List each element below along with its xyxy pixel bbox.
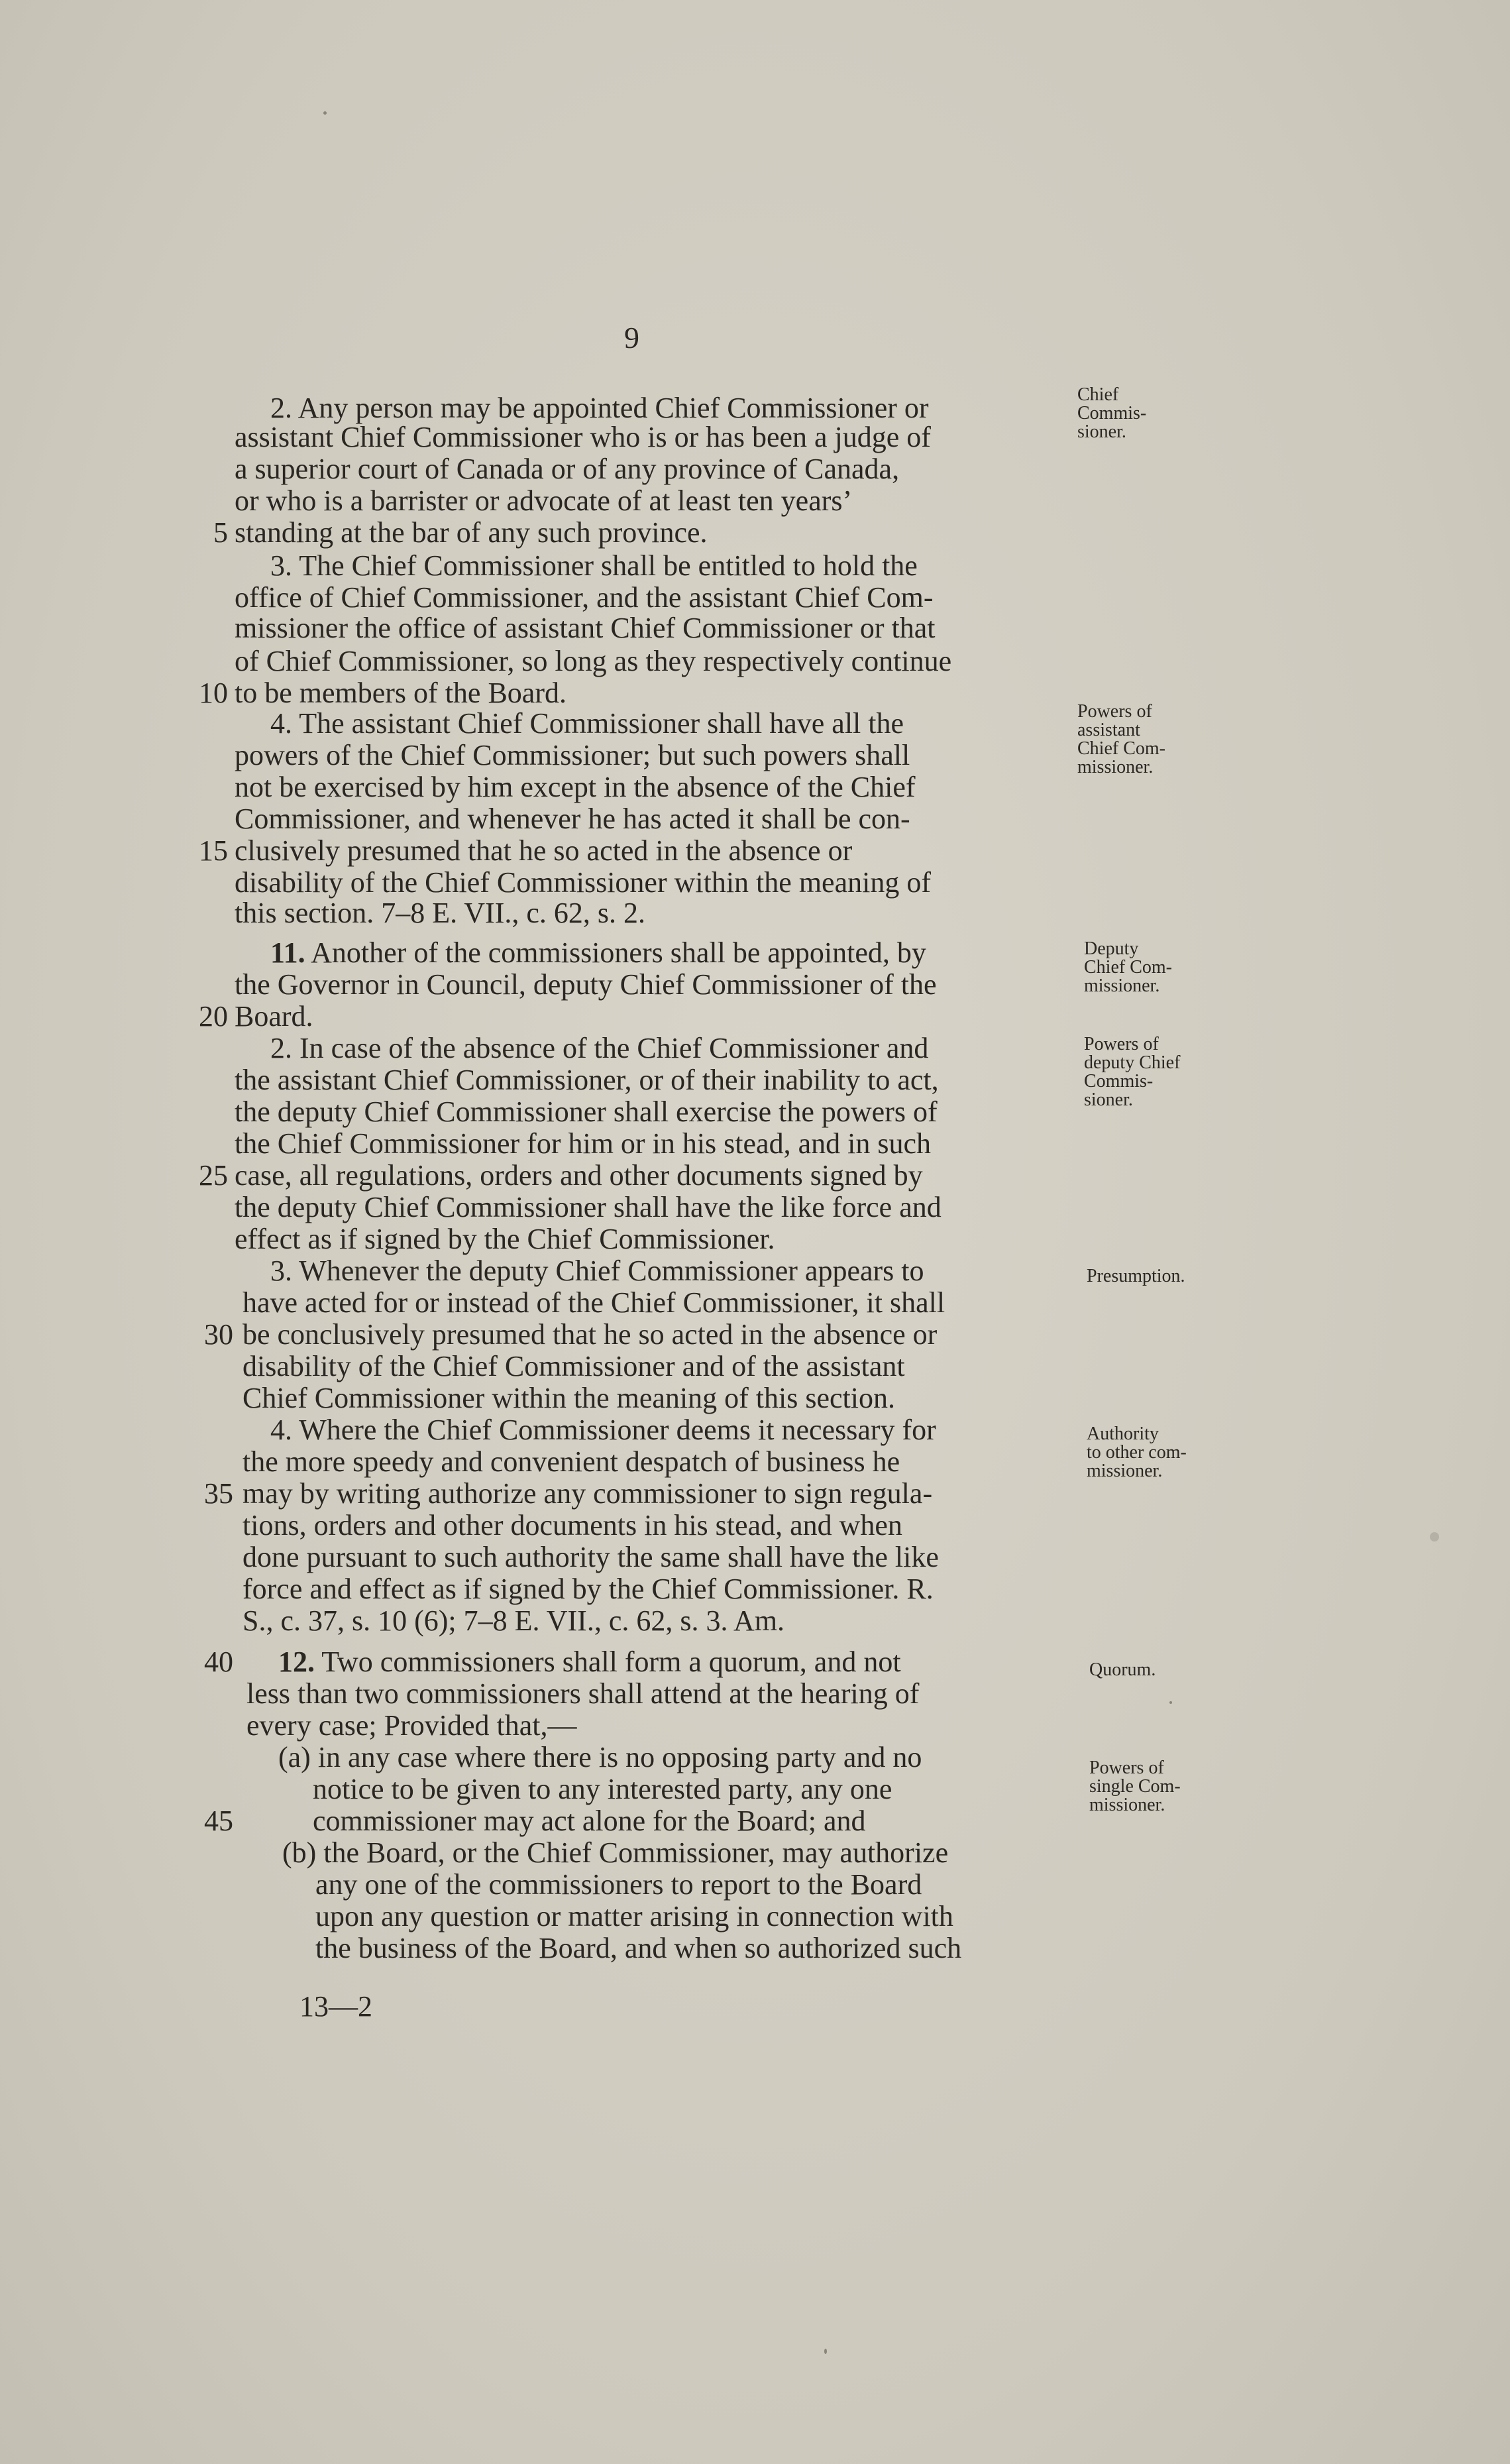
text-line: assistant Chief Commissioner who is or has been a judge of — [235, 421, 931, 453]
margin-note-line: missioner. — [1084, 976, 1160, 996]
text-line: may by writing authorize any commissioner to sign regula- — [243, 1477, 933, 1510]
text-line: disability of the Chief Commissioner and of the assistant — [243, 1350, 905, 1382]
text-line: every case; Provided that,— — [246, 1709, 577, 1742]
margin-note-line: Commis- — [1077, 403, 1147, 423]
text-line: be conclusively presumed that he so acted in the absence or — [243, 1318, 938, 1351]
margin-note-line: to other com- — [1087, 1442, 1187, 1463]
margin-note-line: Presumption. — [1087, 1266, 1185, 1286]
margin-note-line: deputy Chief — [1084, 1052, 1181, 1073]
text-line: disability of the Chief Commissioner within the meaning of — [235, 866, 931, 899]
text-line: Commissioner, and whenever he has acted it shall be con- — [235, 803, 910, 835]
text-line: 2. Any person may be appointed Chief Commissioner or — [270, 392, 929, 424]
text-line: the more speedy and convenient despatch of business he — [243, 1445, 900, 1478]
margin-note-line: Chief — [1077, 384, 1119, 405]
text-line: less than two commissioners shall attend at the hearing of — [246, 1677, 920, 1710]
margin-note-line: single Com- — [1089, 1776, 1181, 1797]
line-number: 5 — [213, 516, 228, 549]
text-line: the business of the Board, and when so authorized such — [315, 1932, 962, 1964]
text-line: the deputy Chief Commissioner shall exercise the powers of — [235, 1095, 938, 1128]
text-line: powers of the Chief Commissioner; but such powers shall — [235, 739, 910, 771]
margin-note-line: missioner. — [1077, 757, 1154, 777]
text-line: done pursuant to such authority the same shall have the like — [243, 1541, 939, 1573]
text-line: office of Chief Commissioner, and the assistant Chief Com- — [235, 581, 934, 614]
margin-note-line: sioner. — [1077, 421, 1126, 442]
margin-note-line: Powers of — [1089, 1758, 1164, 1778]
text-line: the deputy Chief Commissioner shall have the like force and — [235, 1191, 942, 1223]
margin-note-line: missioner. — [1089, 1795, 1165, 1815]
line-number: 25 — [199, 1159, 228, 1192]
text-line: case, all regulations, orders and other documents signed by — [235, 1159, 923, 1192]
line-number: 40 — [204, 1646, 233, 1678]
text-line: standing at the bar of any such province. — [235, 516, 708, 549]
text-line: 4. The assistant Chief Commissioner shall have all the — [270, 707, 904, 740]
text-line: any one of the commissioners to report to the Board — [315, 1868, 922, 1901]
text-line: the assistant Chief Commissioner, or of their inability to act, — [235, 1064, 939, 1096]
text-line: the Governor in Council, deputy Chief Commissioner of the — [235, 968, 937, 1001]
text-line: 11. Another of the commissioners shall be appointed, by — [270, 936, 926, 969]
section-number: 12. — [278, 1646, 315, 1678]
text-line: a superior court of Canada or of any province of Canada, — [235, 453, 900, 485]
text-line: 12. Two commissioners shall form a quorum, and not — [278, 1646, 901, 1678]
text-line: notice to be given to any interested party, any one — [313, 1773, 892, 1805]
text-line: (a) in any case where there is no opposing party and no — [278, 1741, 922, 1773]
margin-note-line: Powers of — [1077, 701, 1152, 722]
text-line: of Chief Commissioner, so long as they respectively continue — [235, 645, 952, 677]
line-number: 10 — [199, 677, 228, 709]
section-number: 11. — [270, 936, 305, 969]
text-line: upon any question or matter arising in connection with — [315, 1900, 953, 1932]
text-line: Board. — [235, 1000, 313, 1033]
text-line: commissioner may act alone for the Board; and — [313, 1805, 866, 1837]
text-line: not be exercised by him except in the absence of the Chief — [235, 771, 916, 803]
line-number: 35 — [204, 1477, 233, 1510]
margin-note-line: Quorum. — [1089, 1659, 1156, 1680]
text-line: effect as if signed by the Chief Commissioner. — [235, 1223, 775, 1255]
text-line: have acted for or instead of the Chief Commissioner, it shall — [243, 1286, 945, 1319]
line-number: 45 — [204, 1805, 233, 1837]
text-line: missioner the office of assistant Chief Commissioner or that — [235, 612, 936, 644]
margin-note-line: assistant — [1077, 720, 1140, 740]
text-line: the Chief Commissioner for him or in his stead, and in such — [235, 1127, 931, 1160]
paper-speck — [1430, 1532, 1439, 1541]
margin-note-line: sioner. — [1084, 1090, 1133, 1110]
margin-note-line: Authority — [1087, 1424, 1159, 1444]
page-number: 9 — [624, 321, 639, 355]
margin-note-line: Chief Com- — [1084, 957, 1172, 978]
margin-note-line: Chief Com- — [1077, 738, 1165, 759]
paper-speck — [323, 111, 327, 115]
text-line: 3. The Chief Commissioner shall be entitled to hold the — [270, 549, 918, 582]
text-line: 4. Where the Chief Commissioner deems it necessary for — [270, 1414, 936, 1446]
text-line: or who is a barrister or advocate of at least ten years’ — [235, 484, 853, 517]
paper-speck — [824, 2349, 827, 2354]
text-line: 2. In case of the absence of the Chief Commissioner and — [270, 1032, 929, 1064]
line-number: 20 — [199, 1000, 228, 1033]
text-line: clusively presumed that he so acted in the absence or — [235, 834, 853, 867]
line-number: 15 — [199, 834, 228, 867]
text-line: Chief Commissioner within the meaning of this section. — [243, 1382, 895, 1414]
text-line: tions, orders and other documents in his stead, and when — [243, 1509, 902, 1541]
paper-speck — [1169, 1701, 1172, 1704]
margin-note-line: Deputy — [1084, 938, 1139, 959]
margin-note-line: Commis- — [1084, 1071, 1154, 1092]
text-line: 3. Whenever the deputy Chief Commissioner appears to — [270, 1255, 924, 1287]
text-line: to be members of the Board. — [235, 677, 566, 709]
text-line: S., c. 37, s. 10 (6); 7–8 E. VII., c. 62, s. 3. Am. — [243, 1604, 785, 1637]
text-line: (b) the Board, or the Chief Commissioner, may authorize — [282, 1836, 949, 1869]
margin-note-line: Powers of — [1084, 1034, 1159, 1054]
text-line: this section. 7–8 E. VII., c. 62, s. 2. — [235, 897, 646, 929]
line-number: 30 — [204, 1318, 233, 1351]
text-line: force and effect as if signed by the Chief Commissioner. R. — [243, 1573, 934, 1605]
signature-mark: 13—2 — [299, 1990, 372, 2023]
margin-note-line: missioner. — [1087, 1461, 1163, 1481]
